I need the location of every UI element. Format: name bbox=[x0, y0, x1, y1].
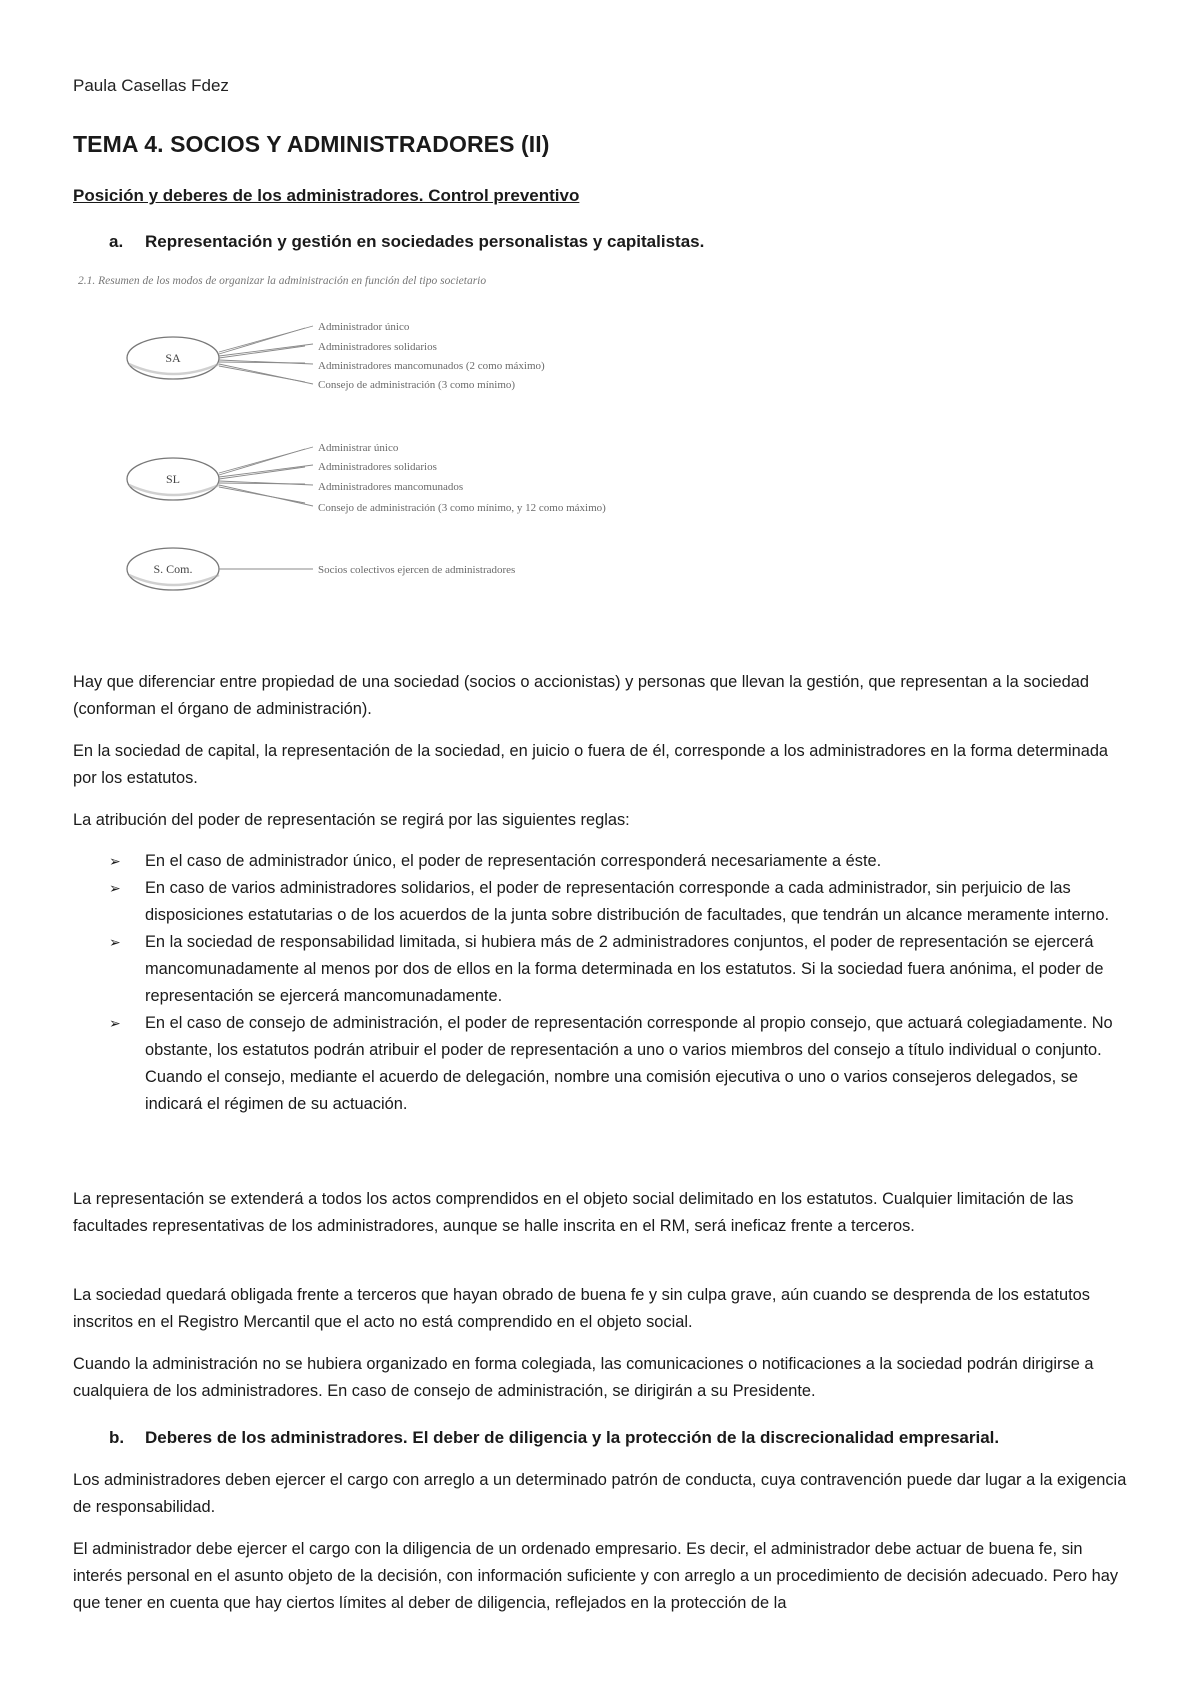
diagram-node-label: S. Com. bbox=[153, 562, 193, 576]
list-item: ➢ En el caso de consejo de administración, el poder de representación corresponde al propio consejo, que actuará colegiadamente. No obstante, los estatutos podrán atribuir el poder de representación a uno o varios miembros del consejo a título individual o conjunto. Cuando el consejo, mediante el acuerdo de delegación, nombre una comisión ejecutiva o uno o varios consejeros delegados, se indicará el régimen de su actuación. bbox=[73, 1010, 1133, 1118]
subsection-marker: b. bbox=[109, 1428, 125, 1447]
subsection-title: Deberes de los administradores. El deber de diligencia y la protección de la discrecionalidad empresarial. bbox=[145, 1428, 1000, 1447]
section-heading: Posición y deberes de los administradores. Control preventivo bbox=[73, 186, 580, 205]
diagram-node-label: SL bbox=[165, 472, 181, 486]
author-name: Paula Casellas Fdez bbox=[73, 76, 229, 95]
subsection-a bbox=[109, 232, 704, 252]
subsection-title: Representación y gestión en sociedades personalistas y capitalistas. bbox=[145, 232, 705, 251]
arrow-bullet-icon: ➢ bbox=[109, 853, 121, 869]
document-title: TEMA 4. SOCIOS Y ADMINISTRADORES (II) bbox=[73, 131, 550, 157]
paragraph: Los administradores deben ejercer el cargo con arreglo a un determinado patrón de conducta, cuya contravención puede dar lugar a la exigencia de responsabilidad. bbox=[73, 1471, 1127, 1516]
diagram-caption: 2.1. Resumen de los modos de organizar la administración en función del tipo societario bbox=[78, 275, 487, 287]
representation-rules-list bbox=[73, 848, 1133, 1118]
diagram-item: Administradores solidarios bbox=[318, 461, 437, 473]
arrow-bullet-icon: ➢ bbox=[109, 934, 121, 950]
paragraph: La atribución del poder de representación se regirá por las siguientes reglas: bbox=[73, 811, 630, 829]
diagram-item: Administrador único bbox=[318, 321, 410, 333]
diagram-group-scom bbox=[127, 548, 515, 590]
arrow-bullet-icon: ➢ bbox=[109, 1015, 121, 1031]
diagram-item: Socios colectivos ejercen de administradores bbox=[318, 564, 516, 576]
diagram-item: Administrar único bbox=[318, 442, 399, 454]
paragraph: Cuando la administración no se hubiera organizado en forma colegiada, las comunicaciones o notificaciones a la sociedad podrán dirigirse a cualquiera de los administradores. En caso de consejo de administración, se dirigirán a su Presidente. bbox=[73, 1355, 1094, 1400]
diagram-item: Consejo de administración (3 como mínimo) bbox=[318, 379, 516, 391]
administration-diagram bbox=[73, 270, 673, 620]
subsection-b bbox=[109, 1428, 999, 1448]
diagram-group-sa bbox=[127, 321, 545, 391]
diagram-item: Administradores solidarios bbox=[318, 341, 437, 353]
diagram-item: Administradores mancomunados (2 como máximo) bbox=[318, 360, 545, 372]
paragraph: En la sociedad de capital, la representación de la sociedad, en juicio o fuera de él, corresponde a los administradores en la forma determinada por los estatutos. bbox=[73, 742, 1109, 787]
diagram-item: Administradores mancomunados bbox=[318, 481, 464, 493]
paragraph: La sociedad quedará obligada frente a terceros que hayan obrado de buena fe y sin culpa grave, aún cuando se desprenda de los estatutos inscritos en el Registro Mercantil que el acto no está comprendido en el objeto social. bbox=[73, 1286, 1090, 1331]
diagram-node-label: SA bbox=[165, 351, 181, 365]
list-item: ➢ En caso de varios administradores solidarios, el poder de representación corresponde a cada administrador, sin perjuicio de las disposiciones estatutarias o de los acuerdos de la junta sobre distribución de facultades, que tendrán un alcance meramente interno. bbox=[73, 875, 1133, 929]
paragraph: La representación se extenderá a todos los actos comprendidos en el objeto social delimitado en los estatutos. Cualquier limitación de las facultades representativas de los administradores, aunque se halle inscrita en el RM, será ineficaz frente a terceros. bbox=[73, 1190, 1074, 1235]
diagram-group-sl bbox=[127, 442, 606, 514]
list-item-continuation: Cuando el consejo, mediante el acuerdo de delegación, nombre una comisión ejecutiva o uno o varios consejeros delegados, se indicará el régimen de su actuación. bbox=[145, 1068, 1079, 1113]
paragraph: Hay que diferenciar entre propiedad de una sociedad (socios o accionistas) y personas que llevan la gestión, que representan a la sociedad (conforman el órgano de administración). bbox=[73, 673, 1089, 718]
subsection-marker: a. bbox=[109, 232, 124, 251]
paragraph: El administrador debe ejercer el cargo con la diligencia de un ordenado empresario. Es decir, el administrador debe actuar de buena fe, sin interés personal en el asunto objeto de la decisión, con información suficiente y con arreglo a un procedimiento de decisión adecuado. Pero hay que tener en cuenta que hay ciertos límites al deber de diligencia, reflejados en la protección de la bbox=[73, 1540, 1119, 1612]
list-item: ➢ En el caso de administrador único, el poder de representación corresponderá necesariamente a éste. bbox=[73, 848, 1133, 875]
diagram-item: Consejo de administración (3 como mínimo, y 12 como máximo) bbox=[318, 502, 606, 514]
list-item: ➢ En la sociedad de responsabilidad limitada, si hubiera más de 2 administradores conjuntos, el poder de representación se ejercerá mancomunadamente al menos por dos de ellos en la forma determinada en los estatutos. Si la sociedad fuera anónima, el poder de representación se ejercerá mancomunadamente. bbox=[73, 929, 1133, 1010]
arrow-bullet-icon: ➢ bbox=[109, 880, 121, 896]
